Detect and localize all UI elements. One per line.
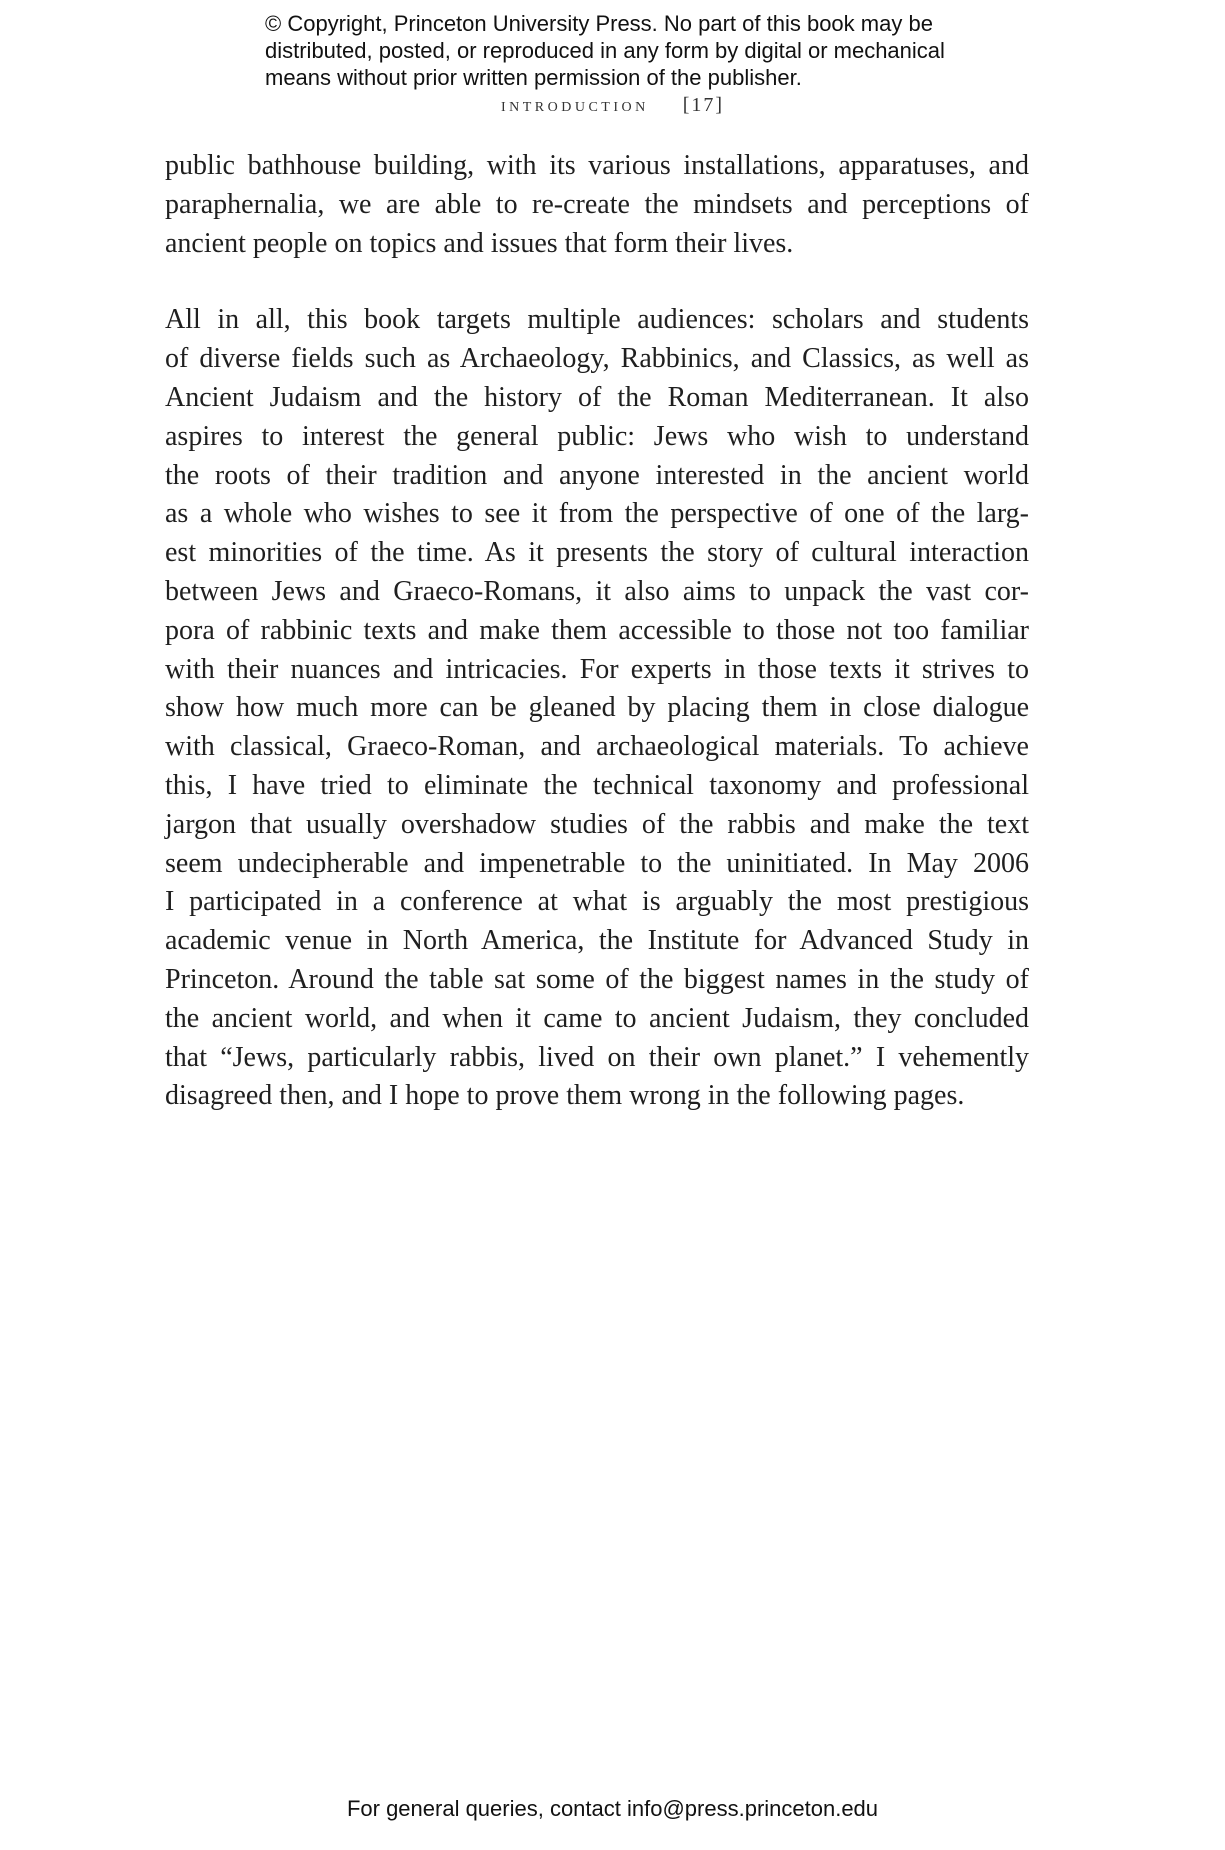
- text-line: paraphernalia, we are able to re-create the mindsets and perceptions of: [165, 188, 1029, 220]
- text-line: show how much more can be gleaned by placing them in close dialogue: [165, 692, 1029, 724]
- text-line: as a whole who wishes to see it from the perspective of one of the larg-: [165, 498, 1029, 530]
- text-line: jargon that usually overshadow studies of the rabbis and make the text: [165, 808, 1029, 840]
- copyright-line: © Copyright, Princeton University Press. No part of this book may be: [265, 11, 933, 36]
- text-line: ancient people on topics and issues that form their lives.: [165, 227, 794, 259]
- text-line: of diverse fields such as Archaeology, Rabbinics, and Classics, as well as: [165, 343, 1029, 375]
- text-line: disagreed then, and I hope to prove them wrong in the following pages.: [165, 1080, 965, 1112]
- text-line: between Jews and Graeco-Romans, it also aims to unpack the vast cor-: [165, 575, 1029, 607]
- copyright-line: distributed, posted, or reproduced in any form by digital or mechanical: [265, 38, 945, 63]
- running-head: [0, 94, 1225, 117]
- body-text: [165, 147, 1029, 1116]
- text-line: with their nuances and intricacies. For experts in those texts it strives to: [165, 653, 1029, 685]
- text-line: with classical, Graeco-Roman, and archaeological materials. To achieve: [165, 731, 1029, 763]
- text-line: seem undecipherable and impenetrable to the uninitiated. In May 2006: [165, 847, 1029, 879]
- paragraph-gap: [165, 263, 1029, 301]
- copyright-line: means without prior written permission of the publisher.: [265, 65, 802, 90]
- page-number: [17]: [682, 94, 725, 116]
- paragraph-1: [165, 147, 1029, 263]
- text-line: public bathhouse building, with its various installations, apparatuses, and: [165, 150, 1029, 181]
- text-line: All in all, this book targets multiple audiences: scholars and students: [165, 304, 1029, 336]
- text-line: academic venue in North America, the Institute for Advanced Study in: [165, 925, 1029, 957]
- running-head-title: introduction: [500, 94, 649, 116]
- paragraph-2: [165, 301, 1029, 1116]
- text-line: est minorities of the time. As it presents the story of cultural interaction: [165, 537, 1029, 569]
- copyright-notice: [265, 10, 1025, 91]
- text-line: the ancient world, and when it came to ancient Judaism, they concluded: [165, 1002, 1029, 1034]
- text-line: I participated in a conference at what is arguably the most prestigious: [165, 886, 1029, 918]
- footer-contact: For general queries, contact info@press.princeton.edu: [346, 1796, 879, 1821]
- text-line: this, I have tried to eliminate the technical taxonomy and professional: [165, 769, 1029, 801]
- text-line: the roots of their tradition and anyone interested in the ancient world: [165, 459, 1029, 491]
- text-line: Ancient Judaism and the history of the Roman Mediterranean. It also: [165, 381, 1029, 413]
- text-line: that “Jews, particularly rabbis, lived on their own planet.” I vehemently: [165, 1041, 1029, 1073]
- text-line: Princeton. Around the table sat some of the biggest names in the study of: [165, 963, 1029, 995]
- text-line: aspires to interest the general public: Jews who wish to understand: [165, 420, 1029, 452]
- text-line: pora of rabbinic texts and make them accessible to those not too familiar: [165, 614, 1029, 646]
